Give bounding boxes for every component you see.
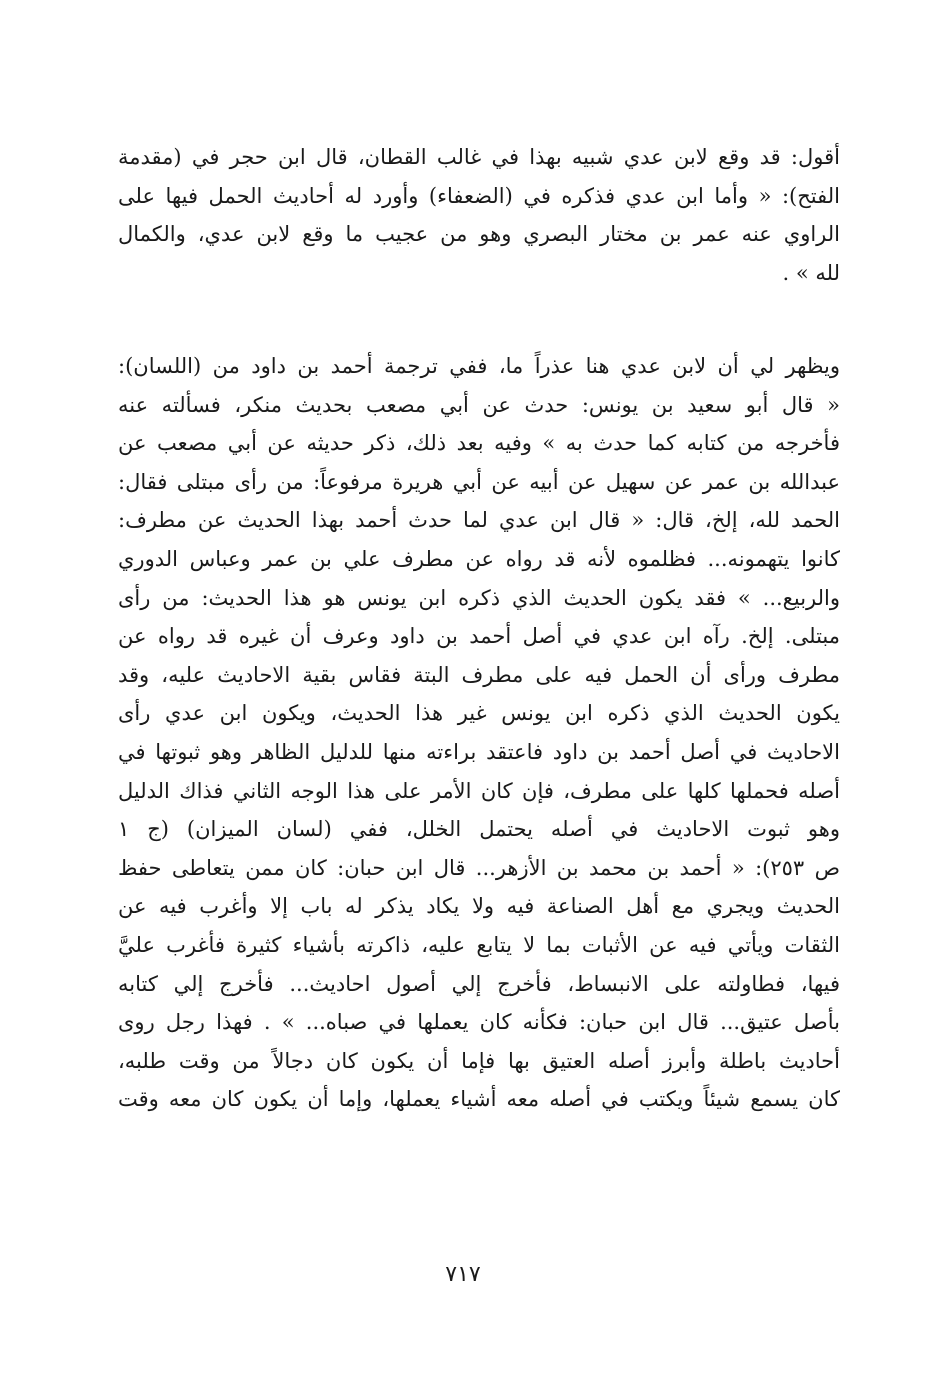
text-line: مبتلى. إلخ. رآه ابن عدي في أصل أحمد بن داود وعرف أن غيره قد رواه عن (118, 624, 840, 649)
text-line: الحمد لله، إلخ، قال: « قال ابن عدي لما حدث أحمد بهذا الحديث عن مطرف: (118, 508, 840, 533)
page-number: ٧١٧ (445, 1262, 481, 1287)
text-line: الثقات ويأتي فيه عن الأثبات بما لا يتابع عليه، ذاكرته بأشياء كثيرة فأغرب عليَّ (118, 932, 840, 957)
paragraph-2 (118, 347, 840, 1119)
text-line: الفتح): « وأما ابن عدي فذكره في (الضعفاء) وأورد له أحاديث الحمل فيها على (118, 183, 840, 208)
text-line: الحديث ويجري مع أهل الصناعة فيه ولا يكاد يذكر له باب إلا وأغرب فيه عن (118, 894, 840, 919)
text-line: « قال أبو سعيد بن يونس: حدث عن أبي مصعب بحديث منكر، فسألته عنه (118, 392, 840, 417)
text-line: مطرف ورأى أن الحمل فيه على مطرف البتة فقاس بقية الاحاديث عليه، وقد (118, 662, 840, 687)
paragraph-1 (118, 138, 840, 292)
text-line: كان يسمع شيئاً ويكتب في أصله معه أشياء يعملها، وإما أن يكون كان معه وقت (118, 1087, 840, 1112)
text-line: كانوا يتهمونه... فظلموه لأنه قد رواه عن مطرف علي بن عمر وعباس الدوري (118, 546, 840, 571)
text-line: ويظهر لي أن لابن عدي هنا عذراً ما، ففي ترجمة أحمد بن داود من (اللسان): (118, 354, 840, 378)
text-line: لله » . (782, 260, 840, 285)
text-line: أصله فحملها كلها على مطرف، فإن كان الأمر على هذا الوجه الثاني فذاك الدليل (118, 778, 840, 803)
text-line: أحاديث باطلة وأبرز أصله العتيق بها فإما أن يكون كان دجالاً من وقت طلبه، (118, 1048, 840, 1073)
text-line: ص ٢٥٣): « أحمد بن محمد بن الأزهر... قال ابن حبان: كان ممن يتعاطى حفظ (118, 855, 840, 880)
text-line: الاحاديث في أصل أحمد بن داود فاعتقد براءته منها للدليل الظاهر وهو ثبوتها في (118, 739, 840, 764)
text-line: الراوي عنه عمر بن مختار البصري وهو من عجيب ما وقع لابن عدي، والكمال (118, 222, 840, 247)
text-line: والربيع... » فقد يكون الحديث الذي ذكره ابن يونس هو هذا الحديث: من رأى (118, 585, 840, 610)
text-line: يكون الحديث الذي ذكره ابن يونس غير هذا الحديث، ويكون ابن عدي رأى (118, 701, 840, 726)
text-line: وهو ثبوت الاحاديث في أصله يحتمل الخلل، ففي (لسان الميزان) (ج ١ (118, 817, 840, 842)
text-line: فأخرجه من كتابه كما حدث به » وفيه بعد ذلك، ذكر حديثه عن أبي مصعب عن (118, 431, 840, 456)
text-line: بأصل عتيق... قال ابن حبان: فكأنه كان يعملها في صباه... » . فهذا رجل روى (118, 1010, 840, 1035)
text-line: فيها، فطاولته على الانبساط، فأخرج إلي أصول احاديث... فأخرج إلي كتابه (118, 971, 840, 996)
text-line: عبدالله بن عمر عن سهيل عن أبيه عن أبي هريرة مرفوعاً: من رأى مبتلى فقال: (118, 469, 840, 494)
text-line: أقول: قد وقع لابن عدي شبيه بهذا في غالب القطان، قال ابن حجر في (مقدمة (118, 145, 840, 169)
